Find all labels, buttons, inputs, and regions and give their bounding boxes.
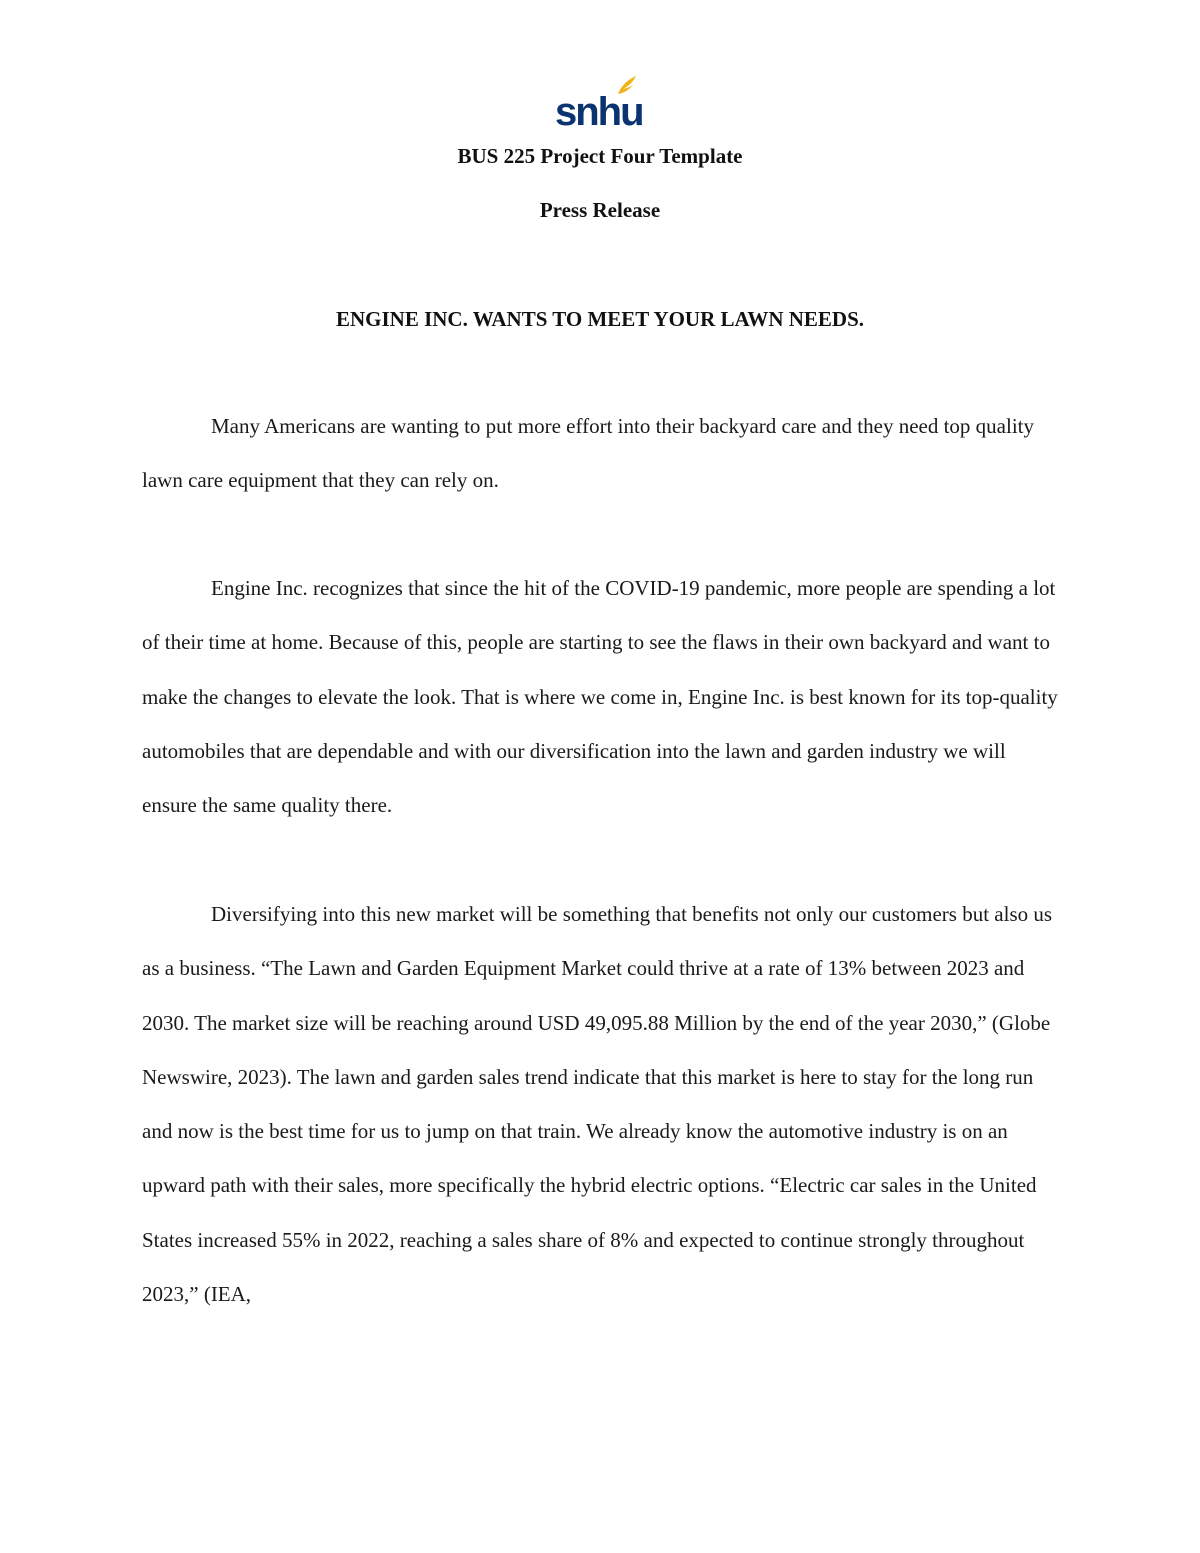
body-paragraph: Engine Inc. recognizes that since the hit of the COVID-19 pandemic, more people are spending a lot of their time at home. Because of this, people are starting to see the flaws in their own backyard and want to make the changes to elevate the look. That is where we come in, Engine Inc. is best known for its top-quality automobiles that are dependable and with our diversification into the lawn and garden industry we will ensure the same quality there. [142,576,1058,818]
body-paragraph: Diversifying into this new market will be something that benefits not only our customers but also us as a business. “The Lawn and Garden Equipment Market could thrive at a rate of 13% between 2023 and 2030. The market size will be reaching around USD 49,095.88 Million by the end of the year 2030,” (Globe Newswire, 2023). The lawn and garden sales trend indicate that this market is here to stay for the long run and now is the best time for us to jump on that train. We already know the automotive industry is on an upward path with their sales, more specifically the hybrid electric options. “Electric car sales in the United States increased 55% in 2022, reaching a sales share of 8% and expected to continue strongly throughout 2023,” (IEA, [142,902,1053,1307]
snhu-logo [555,74,643,134]
document-subtitle: Press Release [539,198,661,222]
logo-wordmark: snhu [555,90,643,134]
press-release-headline: ENGINE INC. WANTS TO MEET YOUR LAWN NEEDS. [335,307,865,331]
document-title: BUS 225 Project Four Template [457,144,743,168]
body-paragraph: Many Americans are wanting to put more effort into their backyard care and they need top quality lawn care equipment that they can rely on. [142,414,1034,493]
